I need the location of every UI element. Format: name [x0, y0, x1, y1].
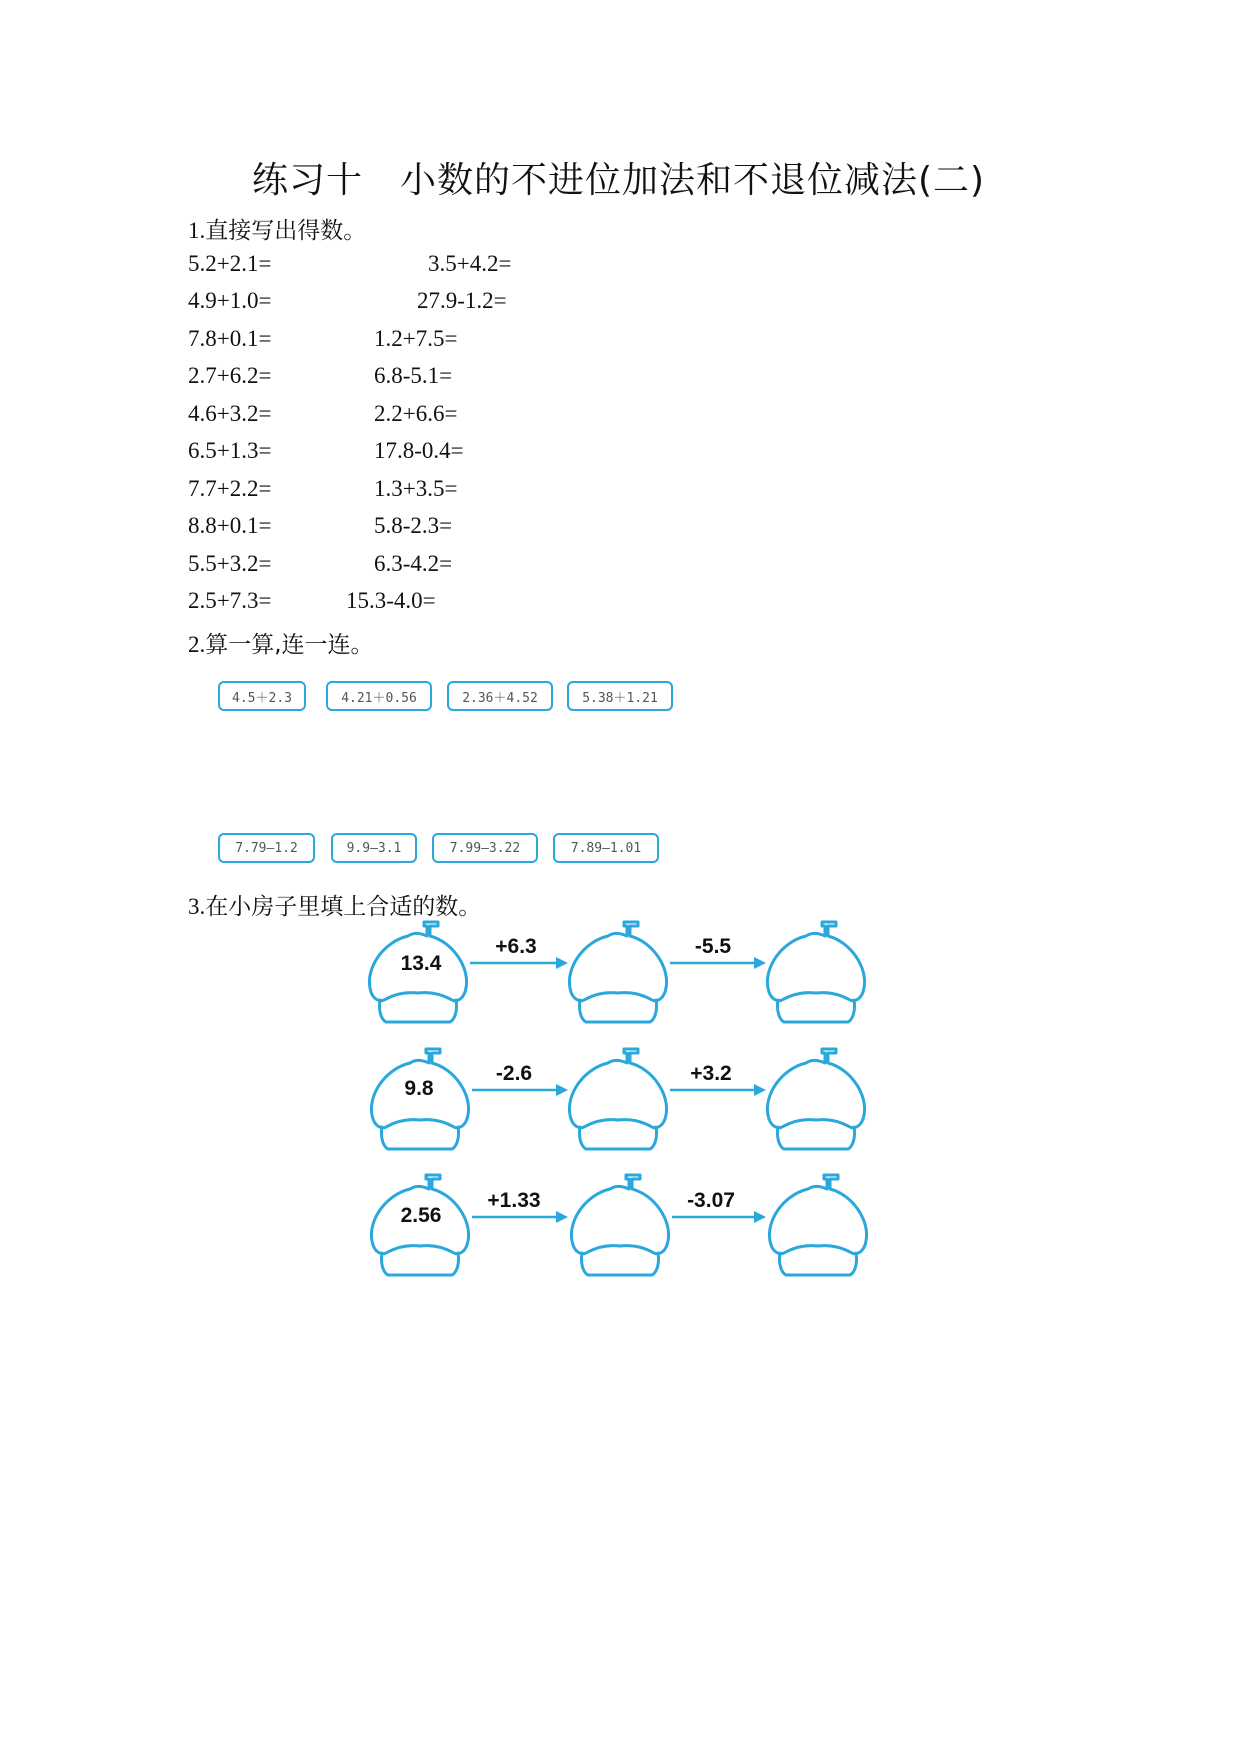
- equation: 4.6+3.2=: [188, 401, 272, 426]
- section-2-text: 算一算,连一连。: [205, 632, 374, 658]
- page-title: 练习十 小数的不进位加法和不退位减法(二): [252, 160, 986, 201]
- equation: 2.5+7.3=: [188, 588, 272, 613]
- operation-label: +3.2: [690, 1062, 732, 1085]
- section-2-number: 2.: [188, 632, 206, 657]
- equation: 5.5+3.2=: [188, 551, 272, 576]
- arrowhead: [556, 1084, 568, 1096]
- equation: 7.7+2.2=: [188, 476, 272, 501]
- equation: 7.8+0.1=: [188, 326, 272, 351]
- house-blank[interactable]: [767, 1049, 864, 1149]
- bottom-expression-chip[interactable]: 7.79—1.2: [218, 833, 315, 863]
- equation: 5.2+2.1=: [188, 251, 272, 276]
- house-start-value: 9.8: [404, 1077, 434, 1100]
- section-3-text: 在小房子里填上合适的数。: [205, 894, 482, 920]
- equation: 2.7+6.2=: [188, 363, 272, 388]
- house-start-value: 2.56: [400, 1204, 442, 1227]
- equation: 15.3-4.0=: [346, 588, 436, 613]
- equation: 4.9+1.0=: [188, 288, 272, 313]
- equation: 6.3-4.2=: [374, 551, 453, 576]
- operation-label: +1.33: [487, 1189, 541, 1212]
- house-blank[interactable]: [569, 1049, 666, 1149]
- bottom-expression-chip[interactable]: 7.99—3.22: [432, 833, 538, 863]
- equation: 17.8-0.4=: [374, 438, 464, 463]
- house-blank[interactable]: [569, 922, 666, 1022]
- house-blank[interactable]: [571, 1175, 668, 1275]
- operation-label: -3.07: [687, 1189, 735, 1212]
- section-3-number: 3.: [188, 894, 206, 919]
- top-expression-chip[interactable]: 2.36＋4.52: [447, 681, 553, 711]
- arrowhead: [754, 957, 766, 969]
- arrowhead: [754, 1211, 766, 1223]
- house-row-2: [371, 1049, 864, 1149]
- house-row-3: [371, 1175, 866, 1275]
- house-blank[interactable]: [769, 1175, 866, 1275]
- top-expression-chip[interactable]: 4.21＋0.56: [326, 681, 432, 711]
- section-1-text: 直接写出得数。: [205, 218, 367, 244]
- equation: 1.2+7.5=: [374, 326, 458, 351]
- house-start-value: 13.4: [400, 952, 442, 975]
- equation: 3.5+4.2=: [428, 251, 512, 276]
- arrowhead: [754, 1084, 766, 1096]
- equation: 6.8-5.1=: [374, 363, 453, 388]
- house-blank[interactable]: [767, 922, 864, 1022]
- operation-label: +6.3: [495, 935, 537, 958]
- bottom-expression-chip[interactable]: 7.89—1.01: [553, 833, 659, 863]
- equation: 27.9-1.2=: [417, 288, 507, 313]
- bottom-expression-chip[interactable]: 9.9—3.1: [331, 833, 417, 863]
- equation: 6.5+1.3=: [188, 438, 272, 463]
- equation: 1.3+3.5=: [374, 476, 458, 501]
- top-expression-chip[interactable]: 4.5＋2.3: [218, 681, 306, 711]
- arrowhead: [556, 957, 568, 969]
- equation: 8.8+0.1=: [188, 513, 272, 538]
- section-1-number: 1.: [188, 218, 206, 243]
- arrowhead: [556, 1211, 568, 1223]
- house-row-1: [369, 922, 864, 1022]
- operation-label: -5.5: [694, 935, 732, 958]
- operation-label: -2.6: [495, 1062, 533, 1085]
- top-expression-chip[interactable]: 5.38＋1.21: [567, 681, 673, 711]
- equation: 2.2+6.6=: [374, 401, 458, 426]
- equation: 5.8-2.3=: [374, 513, 453, 538]
